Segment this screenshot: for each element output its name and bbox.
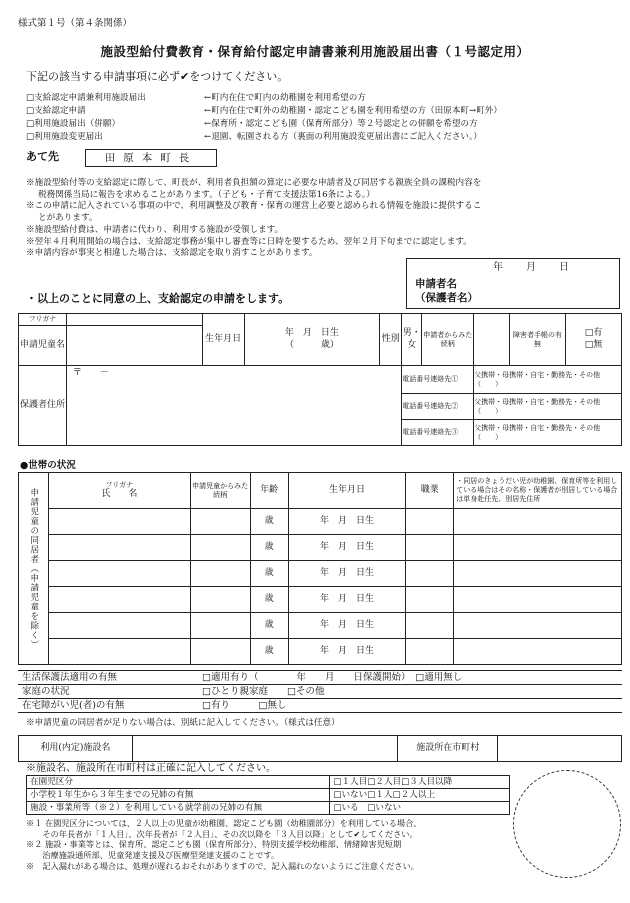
relation-header: 申請児童からみた続柄 [190, 473, 250, 509]
disability-label: 障害者手帳の有無 [510, 314, 566, 366]
name-label: 氏 名 [101, 489, 138, 500]
relation-label: 申請者からみた続柄 [422, 314, 474, 366]
child-info-table [18, 313, 622, 446]
facility-city-input[interactable] [498, 736, 622, 762]
address-label: あて先 [26, 150, 59, 163]
applicant-labels [415, 277, 478, 305]
age-unit: 歳 [250, 613, 288, 639]
disabled-no[interactable]: □無し [258, 699, 287, 711]
note-line: 税務関係当局に報告を求めることがあります。（子ども・子育て支援法第16条による。） [38, 189, 375, 200]
birth-value: 年 月 日生 [288, 587, 406, 613]
footnote-line: ※１ 在園児区分については、２人以上の児童が幼稚園、認定こども園（幼稚園部分）を利用している場合、 [26, 818, 422, 828]
phone2-label: 電話番号連絡先② [402, 394, 474, 420]
household-title: ●世帯の状況 [20, 460, 76, 471]
sibling-label: 施設・事業所等（※２）を利用している就学前の兄姉の有無 [27, 802, 330, 815]
welfare-no[interactable]: □適用無し [415, 671, 463, 683]
age-unit: 歳 [250, 587, 288, 613]
footnote-line: その年長者が「１人目」、次年長者が「２人目」、その次以降を「３人目以降」として✔してください。 [26, 828, 418, 839]
furigana-input[interactable] [66, 314, 202, 326]
postal-code: 〒 － [72, 368, 109, 378]
facility-name-input[interactable] [132, 736, 398, 762]
option-desc: ←保育所・認定こども園（保育所部分）等２号認定との併願を希望の方 [204, 119, 478, 130]
disability-options[interactable] [566, 314, 622, 366]
sibling-label: 在園児区分 [27, 776, 330, 789]
birth-value: 年 月 日生 [288, 535, 406, 561]
age-header: 年齢 [250, 473, 288, 509]
sibling-options[interactable]: □いる □いない [330, 802, 510, 815]
sibling-options[interactable]: □１人目□２人目□３人目以降 [330, 776, 510, 789]
facility-name-label: 利用(内定)施設名 [19, 736, 133, 762]
facility-note: ※施設名、施設所在市町村は正確に記入してください。 [26, 763, 276, 774]
seal-circle [513, 770, 621, 878]
birth-header: 生年月日 [288, 473, 406, 509]
sex-options[interactable]: 男・女 [402, 314, 422, 366]
relation-input[interactable] [474, 314, 510, 366]
sibling-options[interactable]: □いない□１人□２人以上 [330, 789, 510, 802]
child-name-label: 申請児童名 [19, 326, 67, 366]
welfare-options [198, 671, 622, 685]
application-type-4[interactable] [26, 131, 616, 144]
applicant-box [406, 258, 620, 309]
birth-value: 年 月 日生 [288, 509, 406, 535]
side-label-text: 申請児童の同居者（申請児童を除く） [28, 487, 39, 650]
age-unit: 歳 [250, 509, 288, 535]
note-line: ※この申請に記入されている事項の中で、利用調整及び教育・保育の運営上必要と認められる情報を施設に提供するこ [26, 201, 482, 212]
option-label: □利用施設届出（併願） [26, 119, 121, 130]
name-kana: フリガナ [105, 480, 134, 489]
furigana-label: フリガナ [19, 314, 67, 326]
agreement-text: ・以上のことに同意の上、支給認定の申請をします。 [26, 292, 290, 305]
birth-value: 年 月 日生 [288, 613, 406, 639]
has-option[interactable]: □有 [584, 328, 603, 339]
application-type-1[interactable] [26, 92, 616, 105]
family-options [198, 685, 622, 699]
option-desc: ←町内在住で町外の幼稚園・認定こども園を利用希望の方（田原本町→町外） [204, 106, 502, 117]
footnote-line: ※２ 施設・事業等とは、保育所、認定こども園（保育所部分）、特別支援学校幼稚部、情緒障害児短期 [26, 839, 402, 850]
date-line[interactable]: 年 月 日 [493, 262, 570, 273]
name-header [48, 473, 190, 509]
guardian-address-input[interactable] [66, 366, 401, 446]
welfare-label: 生活保護法適用の有無 [18, 671, 198, 685]
form-title: 施設型給付費教育・保育給付認定申請書兼利用施設届出書（１号認定用） [100, 44, 530, 59]
option-label: □支給認定申請兼利用施設届出 [26, 93, 146, 104]
birth-label: 生年月日 [202, 314, 244, 366]
family-single[interactable]: □ひとり親家庭 [202, 685, 268, 697]
household-table [18, 472, 622, 665]
child-name-input[interactable] [66, 326, 202, 366]
notes [26, 178, 616, 260]
birth-value: 年 月 日生 [284, 328, 339, 339]
phone1-label: 電話番号連絡先① [402, 366, 474, 394]
household-row[interactable] [19, 561, 622, 587]
applicant-name-label: 申請者名 [415, 278, 457, 290]
phone1-types[interactable]: 父携帯・母携帯・自宅・勤務先・その他（ ） [474, 366, 622, 394]
instruction: 下記の該当する申請事項に必ず✔をつけてください。 [26, 70, 289, 83]
birth-value: 年 月 日生 [288, 561, 406, 587]
disabled-yes[interactable]: □有り [202, 699, 230, 711]
footnote-line: 治療施設通所部、児童発達支援及び医療型発達支援のことです。 [26, 849, 280, 860]
application-type-3[interactable] [26, 118, 616, 131]
guardian-name-label: （保護者名） [415, 292, 478, 305]
option-label: □利用施設変更届出 [26, 132, 103, 143]
option-desc: ←町内在住で町内の幼稚園を利用希望の方 [204, 93, 366, 104]
job-header: 職業 [406, 473, 454, 509]
address-value: 田原本町長 [85, 149, 217, 167]
guardian-address-label: 保護者住所 [19, 366, 67, 446]
household-row[interactable] [19, 509, 622, 535]
facility-table [18, 735, 622, 762]
phone3-types[interactable]: 父携帯・母携帯・自宅・勤務先・その他（ ） [474, 420, 622, 446]
remark-header: ・同居のきょうだい児が幼稚園、保育所等を利用している場合はその名称・保護者が別居している場合は単身赴任先、別居先住所 [454, 473, 622, 509]
disabled-options [198, 699, 622, 713]
household-row[interactable] [19, 587, 622, 613]
household-row[interactable] [19, 639, 622, 665]
note-line: ※施設型給付費は、申請者に代わり、利用する施設が受領します。 [26, 224, 284, 235]
phone2-types[interactable]: 父携帯・母携帯・自宅・勤務先・その他（ ） [474, 394, 622, 420]
age-unit: 歳 [250, 561, 288, 587]
form-number: 様式第１号（第４条関係） [18, 18, 133, 29]
footnotes [26, 818, 510, 871]
status-table [18, 670, 622, 713]
household-row[interactable] [19, 535, 622, 561]
sex-label: 性別 [380, 314, 402, 366]
age-value: （ 歳） [284, 339, 339, 350]
note-line: ※施設型給付等の支給認定に際して、町長が、利用者負担額の算定に必要な申請者及び同居する親族全員の課税内容を [26, 178, 482, 188]
application-type-list [26, 92, 616, 144]
birth-value: 年 月 日生 [288, 639, 406, 665]
family-other[interactable]: □その他 [287, 685, 325, 697]
family-label: 家庭の状況 [18, 685, 198, 699]
note-line: とがあります。 [38, 213, 98, 224]
none-option[interactable]: □無 [584, 339, 603, 350]
option-desc: ←退園、転園される方（裏面の利用施設変更届出書にご記入ください。） [204, 132, 482, 143]
welfare-yes[interactable]: □適用有り（ 年 月 日保護開始） [202, 671, 406, 683]
age-unit: 歳 [250, 535, 288, 561]
disabled-label: 在宅障がい児(者)の有無 [18, 699, 198, 713]
application-type-2[interactable] [26, 105, 616, 118]
sibling-table [26, 775, 510, 815]
household-row[interactable] [19, 613, 622, 639]
note-line: ※翌年４月利用開始の場合は、支給認定事務が集中し審査等に日時を要するため、翌年２月下旬までに認定します。 [26, 236, 472, 247]
facility-city-label: 施設所在市町村 [398, 736, 498, 762]
phone3-label: 電話番号連絡先③ [402, 420, 474, 446]
footnote-line: ※ 記入漏れがある場合は、処理が遅れるおそれがありますので、記入漏れのないようにご注意ください。 [26, 860, 419, 871]
age-unit: 歳 [250, 639, 288, 665]
household-note: ※申請児童の同居者が足りない場合は、別紙に記入してください。（様式は任意） [26, 718, 340, 728]
note-line: ※申請内容が事実と相違した場合は、支給認定を取り消すことがあります。 [26, 248, 318, 259]
birth-input[interactable] [244, 314, 380, 366]
option-label: □支給認定申請 [26, 106, 86, 117]
sibling-label: 小学校１年生から３年生までの兄姉の有無 [27, 789, 330, 802]
household-side-label [19, 473, 49, 665]
